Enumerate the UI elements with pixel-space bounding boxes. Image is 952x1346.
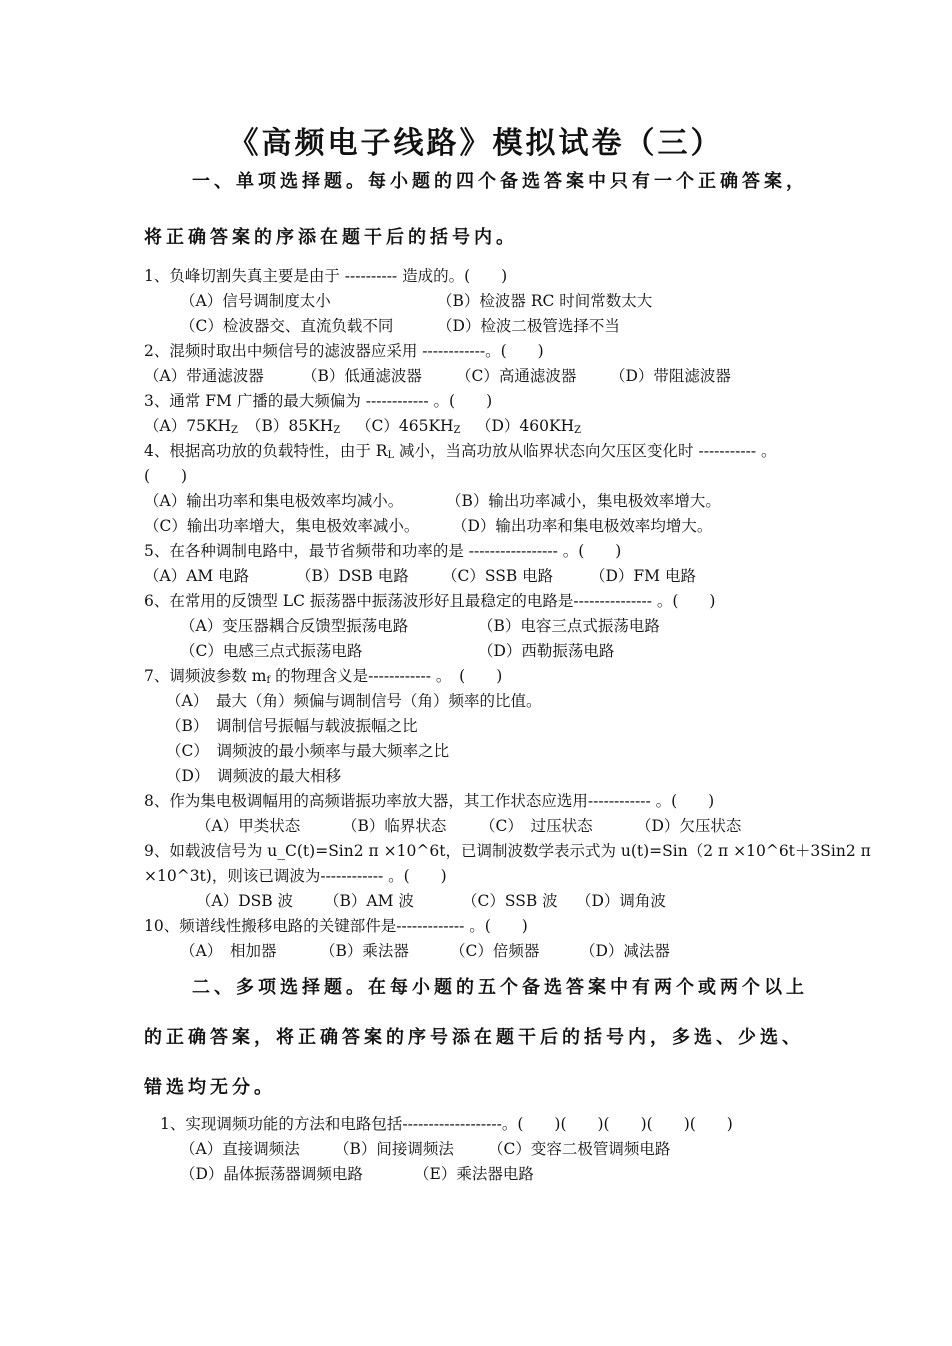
q2-option-b: （B）低通滤波器: [302, 367, 422, 385]
q10-stem: 10、频谱线性搬移电路的关键部件是------------- 。( ): [144, 917, 528, 935]
q8-option-a: （A）甲类状态: [196, 817, 301, 835]
q9-line1: 9、如载波信号为 u_C(t)=Sin2 π ×10^6t，已调制波数学表示式为 u(t)=Sin（2 π ×10^6t＋3Sin2 π: [144, 842, 871, 860]
q7-option-b: （B） 调制信号振幅与载波振幅之比: [166, 717, 418, 735]
q3-option-c: $(C)465KH_Z$: [356, 417, 461, 436]
q10-option-d: （D）减法器: [580, 942, 670, 960]
q9-line2: ×10^3t)，则该已调波为------------ 。( ): [144, 867, 447, 885]
q1-option-d: （D）检波二极管选择不当: [437, 317, 620, 335]
q4-option-d: （D）输出功率和集电极效率均增大。: [452, 517, 713, 535]
section2-heading-line1: 二、多项选择题。在每小题的五个备选答案中有两个或两个以上: [192, 977, 808, 998]
q2-option-c: （C）高通滤波器: [456, 367, 577, 385]
section2-heading-line3: 错选均无分。: [144, 1077, 276, 1098]
q9-option-c: （C）SSB 波: [462, 892, 558, 910]
q3-stem: 3、通常 FM 广播的最大频偏为 ------------ 。( ): [144, 392, 493, 410]
q8-option-c: （C） 过压状态: [480, 817, 593, 835]
q7-option-d: （D） 调频波的最大相移: [166, 767, 342, 785]
q1-option-c: （C）检波器交、直流负载不同: [180, 317, 394, 335]
q3-option-b: $(B)85KH_Z$: [246, 417, 341, 436]
q1-option-a: （A）信号调制度太小: [180, 292, 331, 310]
q2-stem: 2、混频时取出中频信号的滤波器应采用 ------------。( ): [144, 342, 544, 360]
q5-option-c: （C）SSB 电路: [442, 567, 554, 585]
q1-option-b: （B）检波器 RC 时间常数太大: [437, 292, 653, 310]
q6-option-d: （D）西勒振荡电路: [478, 642, 615, 660]
q3-option-d: $(D)460KH_Z$: [476, 417, 582, 436]
q10-option-a: （A） 相加器: [180, 942, 277, 960]
m1-option-d: （D）晶体振荡器调频电路: [180, 1165, 363, 1183]
q6-option-c: （C）电感三点式振荡电路: [180, 642, 363, 660]
section2-heading-line2: 的正确答案，将正确答案的序号添在题干后的括号内，多选、少选、: [144, 1027, 804, 1048]
q5-stem: 5、在各种调制电路中，最节省频带和功率的是 ----------------- 。( ): [144, 542, 622, 560]
q2-option-d: （D）带阻滤波器: [610, 367, 731, 385]
q8-option-d: （D）欠压状态: [636, 817, 742, 835]
q10-option-b: （B）乘法器: [320, 942, 409, 960]
q4-stem: 4、根据高功放的负载特性，由于 $R_L$ 减小，当高功放从临界状态向欠压区变化时 ----------- 。: [144, 442, 777, 461]
m1-option-e: （E）乘法器电路: [414, 1165, 534, 1183]
page-title: 《高频电子线路》模拟试卷（三）: [228, 126, 724, 161]
section1-heading-line2: 将正确答案的序添在题干后的括号内。: [144, 227, 518, 248]
m1-option-c: （C）变容二极管调频电路: [488, 1140, 671, 1158]
q5-option-b: （B）DSB 电路: [296, 567, 409, 585]
q6-option-b: （B）电容三点式振荡电路: [478, 617, 660, 635]
q4-option-a: （A）输出功率和集电极效率均减小。: [144, 492, 404, 510]
m1-option-b: （B）间接调频法: [334, 1140, 454, 1158]
q4-option-b: （B）输出功率减小，集电极效率增大。: [446, 492, 721, 510]
m1-option-a: （A）直接调频法: [180, 1140, 300, 1158]
q4-option-c: （C）输出功率增大，集电极效率减小。: [144, 517, 420, 535]
q7-option-a: （A） 最大（角）频偏与调制信号（角）频率的比值。: [166, 692, 542, 710]
q10-option-c: （C）倍频器: [450, 942, 540, 960]
q4-stem-cont: ( ): [144, 467, 188, 485]
section1-heading-line1: 一、单项选择题。每小题的四个备选答案中只有一个正确答案，: [192, 171, 808, 192]
q8-option-b: （B）临界状态: [342, 817, 447, 835]
q8-stem: 8、作为集电极调幅用的高频谐振功率放大器，其工作状态应选用------------ 。( ): [144, 792, 715, 810]
q6-stem: 6、在常用的反馈型 LC 振荡器中振荡波形好且最稳定的电路是--------------- 。( ): [144, 592, 716, 610]
q2-option-a: （A）带通滤波器: [144, 367, 264, 385]
q5-option-a: （A）AM 电路: [144, 567, 250, 585]
q9-option-d: （D）调角波: [576, 892, 666, 910]
q3-option-a: $(A)75KH_Z$: [144, 417, 238, 436]
m1-stem: 1、实现调频功能的方法和电路包括-------------------。( )( )( )( )( ): [160, 1115, 733, 1133]
q9-option-a: （A）DSB 波: [196, 892, 294, 910]
q7-stem: 7、调频波参数 $m_f$ 的物理含义是------------ 。 ( ): [144, 667, 503, 686]
q1-stem: 1、负峰切割失真主要是由于 ---------- 造成的。( ): [144, 267, 508, 285]
q9-option-b: （B）AM 波: [324, 892, 414, 910]
q5-option-d: （D）FM 电路: [590, 567, 696, 585]
q6-option-a: （A）变压器耦合反馈型振荡电路: [180, 617, 409, 635]
q7-option-c: （C） 调频波的最小频率与最大频率之比: [166, 742, 450, 760]
